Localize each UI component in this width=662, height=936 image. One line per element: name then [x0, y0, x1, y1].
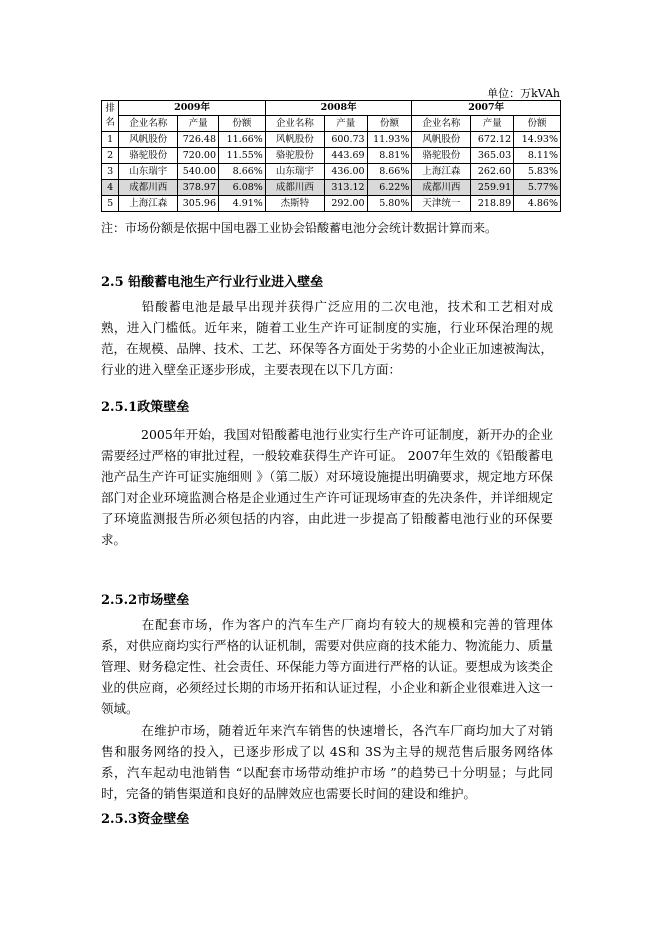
year-2008-header: 2008年 [265, 101, 412, 116]
section-2-5-2-paragraph-1: 在配套市场，作为客户的汽车生产厂商均有较大的规模和完善的管理体系，对供应商均实行严格的认证机制，需要对供应商的技术能力、物流能力、质量管理、财务稳定性、社会责任、环保能力等方面进行严格的认证。要想成为该类企业的供应商，必须经过长期的市场开拓和认证过程，小企业和新企业很难进入这一领域。 [101, 617, 553, 716]
col-output: 产量 [324, 116, 367, 132]
section-2-5-1-paragraph: 2005年开始，我国对铅酸蓄电池行业实行生产许可证制度，新开办的企业需要经过严格的审批过程，一般较难获得生产许可证。 2007年生效的《铅酸蓄电池产品生产许可证实施细则 》（第二版）对环境设施提出明确要求，规定地方环保部门对企业环境监测合格是企业通过生产许可证现场审查的先决条件，并详细规定了环境监测报告所必须包括的内容，由此进一步提高了铅酸蓄电池行业的环保要求。 [101, 427, 553, 547]
table-row: 1 风帆股份 726.48 11.66% 风帆股份 600.73 11.93% 风帆股份 672.12 14.93% [102, 132, 561, 148]
col-output: 产量 [178, 116, 219, 132]
market-share-table [101, 100, 561, 212]
section-2-5-2-title: 2.5.2市场壁垒 [101, 593, 190, 608]
section-2-5-3-title: 2.5.3资金壁垒 [101, 812, 190, 827]
rank-header: 排 名 [102, 101, 119, 132]
col-share: 份额 [219, 116, 266, 132]
col-share: 份额 [514, 116, 561, 132]
section-2-5-paragraph: 铅酸蓄电池是最早出现并获得广泛应用的二次电池，技术和工艺相对成熟，进入门槛低。近年来，随着工业生产许可证制度的实施，行业环保治理的规范，在规模、品牌、技术、工艺、环保等各方面处于劣势的小企业正加速被淘汰，行业的进入壁垒正逐步形成，主要表现在以下几方面： [101, 299, 553, 377]
col-company: 企业名称 [265, 116, 324, 132]
col-output: 产量 [471, 116, 514, 132]
year-2007-header: 2007年 [412, 101, 561, 116]
table-note: 注：市场份额是依据中国电器工业协会铅酸蓄电池分会统计数据计算而来。 [101, 221, 498, 235]
table-row: 3 山东瑞宇 540.00 8.66% 山东瑞宇 436.00 8.66% 上海江森 262.60 5.83% [102, 164, 561, 180]
table-unit: 单位：万kVAh [487, 87, 560, 100]
col-company: 企业名称 [412, 116, 471, 132]
section-2-5-title: 2.5 铅酸蓄电池生产行业行业进入壁垒 [101, 275, 324, 290]
col-share: 份额 [367, 116, 412, 132]
table-row: 4 成都川西 378.97 6.08% 成都川西 313.12 6.22% 成都川西 259.91 5.77% [102, 180, 561, 196]
section-2-5-1-title: 2.5.1政策壁垒 [101, 400, 190, 415]
col-company: 企业名称 [119, 116, 178, 132]
section-2-5-2-paragraph-2: 在维护市场，随着近年来汽车销售的快速增长，各汽车厂商均加大了对销售和服务网络的投入，已逐步形成了以 4S和 3S为主导的规范售后服务网络体系，汽车起动电池销售 “以配套市场带动维护市场 ”的趋势已十分明显；与此同时，完备的销售渠道和良好的品牌效应也需要长时间的建设和维护。 [101, 723, 553, 801]
table-row: 2 骆驼股份 720.00 11.55% 骆驼股份 443.69 8.81% 骆驼股份 365.03 8.11% [102, 148, 561, 164]
table-row: 5 上海江森 305.96 4.91% 杰斯特 292.00 5.80% 天津统一 218.89 4.86% [102, 196, 561, 212]
year-2009-header: 2009年 [119, 101, 266, 116]
